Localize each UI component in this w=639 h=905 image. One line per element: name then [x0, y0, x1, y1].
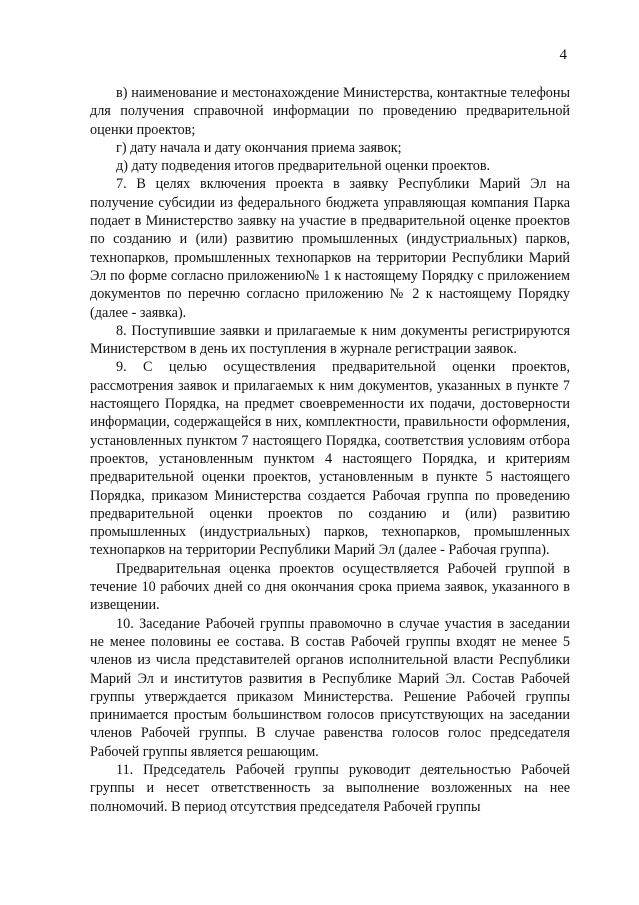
document-body: [90, 84, 570, 816]
paragraph-10: 10. Заседание Рабочей группы правомочно в случае участия в заседании не менее половины ее состава. В состав Рабочей группы входят не менее 5 членов из числа представителей органов исполнительной власти Республики Марий Эл и институтов развития в Республике Марий Эл. Состав Рабочей группы утверждается приказом Министерства. Решение Рабочей группы принимается простым большинством голосов присутствующих на заседании членов Рабочей группы. В случае равенства голосов голос председателя Рабочей группы является решающим.: [90, 615, 570, 760]
paragraph-8: 8. Поступившие заявки и прилагаемые к ним документы регистрируются Министерством в день их поступления в журнале регистрации заявок.: [90, 322, 570, 358]
paragraph-d: д) дату подведения итогов предварительной оценки проектов.: [116, 158, 491, 175]
paragraph-9-continued: Предварительная оценка проектов осуществляется Рабочей группой в течение 10 рабочих дней со дня окончания срока приема заявок, указанного в извещении.: [90, 560, 570, 614]
page-number: 4: [559, 47, 567, 63]
paragraph-g: г) дату начала и дату окончания приема заявок;: [116, 139, 402, 156]
paragraph-11: 11. Председатель Рабочей группы руководит деятельностью Рабочей группы и несет ответственность за выполнение возложенных на нее полномочий. В период отсутствия председателя Рабочей группы: [90, 761, 570, 815]
paragraph-9: 9. С целью осуществления предварительной оценки проектов, рассмотрения заявок и прилагаемых к ним документов, указанных в пункте 7 настоящего Порядка, на предмет своевременности их подачи, достоверности информации, содержащейся в них, комплектности, правильности оформления, установленных пунктом 7 настоящего Порядка, соответствия условиям отбора проектов, установленным пунктом 4 настоящего Порядка, и критериям предварительной оценки проектов, установленным в пункте 5 настоящего Порядка, приказом Министерства создается Рабочая группа по проведению предварительной оценки проектов по созданию и (или) развитию промышленных (индустриальных) парков, технопарков, промышленных технопарков на территории Республики Марий Эл (далее - Рабочая группа).: [90, 359, 570, 559]
paragraph-7: 7. В целях включения проекта в заявку Республики Марий Эл на получение субсидии из федерального бюджета управляющая компания Парка подает в Министерство заявку на участие в предварительной оценке проектов по созданию и (или) развитию промышленных (индустриальных) парков, технопарков, промышленных технопарков на территории Республики Марий Эл по форме согласно приложению№ 1 к настоящему Порядку с приложением документов по перечню согласно приложению № 2 к настоящему Порядку (далее - заявка).: [90, 176, 570, 321]
paragraph-v: в) наименование и местонахождение Министерства, контактные телефоны для получения справочной информации по проведению предварительной оценки проектов;: [90, 85, 570, 138]
